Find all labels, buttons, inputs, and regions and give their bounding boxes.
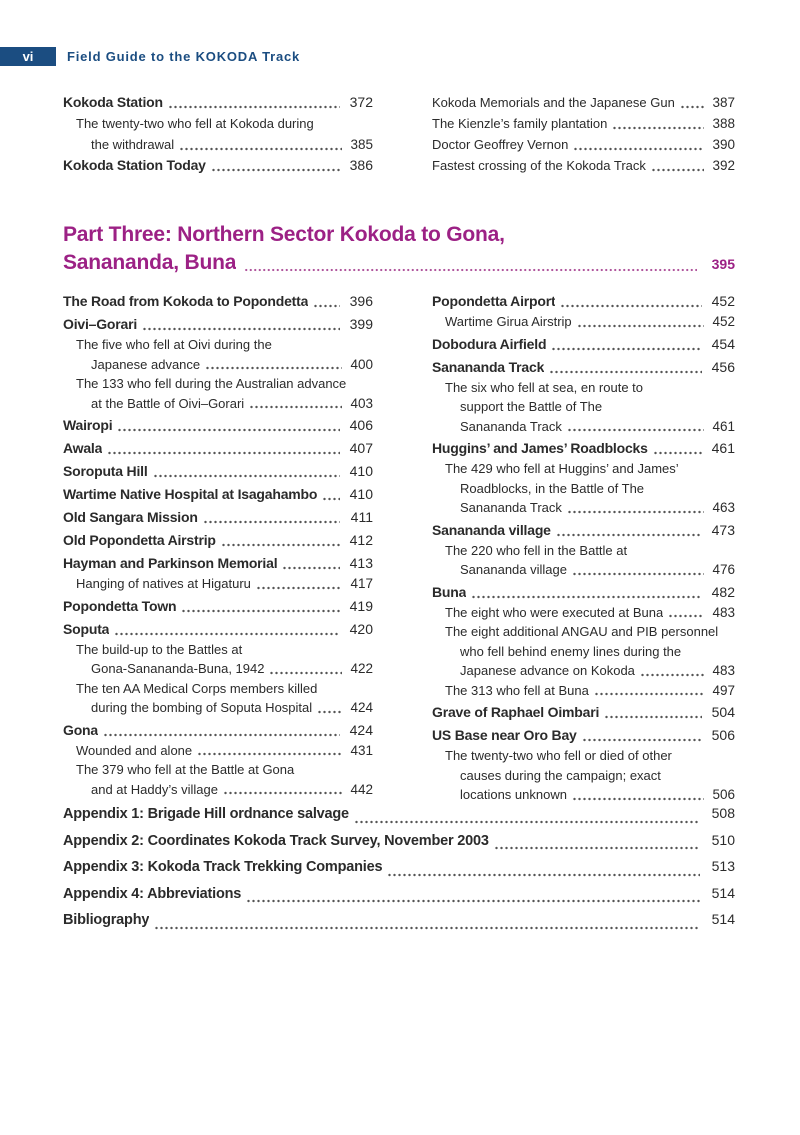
- toc-entry: [63, 801, 735, 828]
- toc-entry-label: Grave of Raphael Oimbari: [432, 704, 600, 720]
- toc-entry: [432, 622, 735, 681]
- toc-entry-label: Wartime Native Hospital at Isagahambo: [63, 486, 318, 502]
- toc-entry-label: and at Haddy’s village: [91, 781, 218, 797]
- toc-entry-label: Sanananda Track: [432, 358, 545, 375]
- toc-entry-label: Oivi–Gorari: [63, 316, 138, 332]
- toc-entry-label: Sanananda village: [432, 521, 551, 538]
- toc-entry-label: Appendix 2: Coordinates Kokoda Track Survey, November 2003: [63, 832, 489, 849]
- toc-entry: [432, 681, 735, 701]
- toc-entry-label: the withdrawal: [91, 137, 175, 152]
- toc-line: [432, 766, 735, 786]
- dot-leader: [244, 268, 697, 272]
- toc-entry: [432, 378, 735, 437]
- dot-leader: [551, 347, 702, 351]
- toc-entry-label: Wartime Girua Airstrip: [445, 314, 572, 329]
- toc-line: [63, 438, 373, 459]
- page-number: 412: [349, 532, 373, 548]
- toc-entry: [432, 92, 735, 113]
- page-number: 411: [350, 509, 373, 525]
- dot-leader: [256, 586, 342, 590]
- intro-column-left: [63, 92, 373, 176]
- dot-leader: [221, 543, 340, 547]
- dot-leader: [594, 692, 704, 696]
- toc-line: [63, 461, 373, 482]
- dot-leader: [249, 405, 342, 409]
- toc-line: [432, 459, 735, 479]
- toc-entry: [63, 314, 373, 335]
- toc-line: [63, 553, 373, 574]
- toc-entry-label: The five who fell at Oivi during the: [76, 337, 272, 352]
- toc-line: [432, 725, 735, 746]
- dot-leader: [142, 327, 340, 331]
- toc-line: [63, 780, 373, 800]
- toc-line: [63, 291, 373, 312]
- toc-line: [432, 661, 735, 681]
- toc-entry-label: Kokoda Station Today: [63, 157, 206, 173]
- toc-entry-label: The 429 who fell at Huggins’ and James’: [445, 461, 679, 476]
- toc-entry-label: Buna: [432, 583, 467, 600]
- toc-entry-label: Huggins’ and James’ Roadblocks: [432, 440, 648, 456]
- toc-entry: [63, 291, 373, 312]
- toc-entry-label: Bibliography: [63, 912, 150, 928]
- page-number: 483: [712, 663, 735, 678]
- toc-entry-label: The 133 who fell during the Australian advance: [76, 376, 347, 391]
- toc-line: [63, 415, 373, 436]
- toc-entry-label: Popondetta Town: [63, 597, 177, 614]
- toc-line: [63, 741, 373, 761]
- toc-line: [432, 498, 735, 518]
- toc-entry: [63, 640, 373, 679]
- toc-line: [63, 907, 735, 934]
- toc-line: [63, 374, 373, 394]
- toc-entry-label: Appendix 3: Kokoda Track Trekking Companies: [63, 859, 383, 875]
- page-number: 504: [711, 704, 735, 720]
- toc-entry-label: The Kienzle’s family plantation: [432, 116, 608, 131]
- toc-entry-label: The eight who were executed at Buna: [445, 604, 664, 620]
- page-number: 456: [711, 358, 735, 375]
- toc-line: [63, 314, 373, 335]
- toc-line: [63, 881, 735, 908]
- toc-entry: [63, 720, 373, 741]
- dot-leader: [168, 105, 340, 109]
- page-number: 483: [712, 604, 735, 620]
- page-number: 508: [711, 805, 735, 821]
- dot-leader: [567, 510, 704, 514]
- toc-entry-label: The eight additional ANGAU and PIB personnel: [445, 624, 719, 639]
- toc-line: [432, 357, 735, 378]
- toc-entry: [63, 461, 373, 482]
- toc-entry: [432, 312, 735, 332]
- toc-entry-label: Appendix 1: Brigade Hill ordnance salvage: [63, 806, 349, 822]
- page-number: 396: [349, 293, 373, 309]
- main-column-right: [432, 289, 735, 805]
- toc-line: [432, 642, 735, 662]
- dot-leader: [556, 533, 702, 537]
- toc-entry: [432, 134, 735, 155]
- toc-line: [63, 854, 735, 881]
- toc-entry-label: The 220 who fell in the Battle at: [445, 542, 628, 558]
- toc-entry: [63, 335, 373, 374]
- toc-line: [63, 335, 373, 355]
- toc-entry-label: Soroputa Hill: [63, 463, 148, 479]
- dot-leader: [197, 752, 342, 756]
- toc-line: [432, 334, 735, 355]
- toc-entry: [63, 741, 373, 761]
- dot-leader: [205, 366, 342, 370]
- page-number: 385: [350, 137, 373, 152]
- dot-leader: [211, 168, 340, 172]
- toc-entry: [63, 113, 373, 155]
- toc-entry-label: Old Sangara Mission: [63, 509, 198, 525]
- toc-line: [432, 541, 735, 561]
- toc-line: [432, 622, 735, 642]
- toc-line: [432, 520, 735, 541]
- toc-entry-label: who fell behind enemy lines during the: [460, 643, 682, 659]
- page-number: 390: [712, 137, 735, 152]
- toc-line: [432, 479, 735, 499]
- toc-entry: [432, 155, 735, 176]
- dot-leader: [317, 710, 342, 714]
- page-number: 387: [712, 95, 735, 110]
- page-number: 406: [349, 417, 373, 433]
- page-number: 399: [349, 316, 373, 332]
- page-number: 476: [712, 562, 735, 577]
- toc-line: [63, 134, 373, 155]
- toc-entry-label: Old Popondetta Airstrip: [63, 532, 216, 548]
- toc-line: [63, 574, 373, 594]
- dot-leader: [651, 168, 704, 172]
- toc-entry-label: Fastest crossing of the Kokoda Track: [432, 158, 646, 173]
- toc-entry: [432, 357, 735, 378]
- toc-entry: [63, 553, 373, 574]
- dot-leader: [640, 673, 704, 677]
- toc-entry-label: during the bombing of Soputa Hospital: [91, 700, 313, 715]
- part-heading-label: Sanananda, Buna: [63, 251, 237, 274]
- toc-entry-label: Wairopi: [63, 417, 113, 433]
- toc-entry-label: Awala: [63, 440, 103, 456]
- toc-entry: [63, 530, 373, 551]
- toc-entry: [63, 415, 373, 436]
- toc-line: [63, 720, 373, 741]
- toc-entry-label: support the Battle of The: [460, 399, 603, 414]
- toc-entry-label: at the Battle of Oivi–Gorari: [91, 395, 245, 411]
- toc-entry-label: Popondetta Airport: [432, 293, 556, 309]
- toc-line: [63, 640, 373, 660]
- toc-line: [432, 438, 735, 459]
- dot-leader: [107, 451, 340, 455]
- page-number: 442: [350, 781, 373, 797]
- page-number: 424: [349, 721, 373, 738]
- toc-entry: [432, 541, 735, 580]
- intro-column-right: [432, 92, 735, 176]
- toc-entry-label: Soputa: [63, 620, 110, 637]
- dot-leader: [179, 147, 342, 151]
- page-number: 510: [711, 831, 735, 848]
- toc-entry: [63, 155, 373, 176]
- dot-leader: [322, 497, 340, 501]
- toc-line: [63, 530, 373, 551]
- intro-toc-section: [63, 92, 735, 176]
- toc-entry-label: Hayman and Parkinson Memorial: [63, 555, 278, 571]
- dot-leader: [313, 304, 340, 308]
- toc-line: [432, 560, 735, 580]
- toc-entry-label: Gona-Sanananda-Buna, 1942: [91, 661, 265, 676]
- page-number: 461: [711, 440, 735, 456]
- dot-leader: [567, 428, 704, 432]
- toc-line: [63, 619, 373, 640]
- toc-line: [63, 155, 373, 176]
- toc-entry-label: Japanese advance on Kokoda: [460, 663, 635, 678]
- dot-leader: [549, 370, 702, 374]
- dot-leader: [680, 105, 704, 109]
- main-column-left: [63, 289, 373, 805]
- dot-leader: [494, 846, 700, 850]
- toc-entry-label: The twenty-two who fell at Kokoda during: [76, 116, 314, 131]
- toc-line: [432, 397, 735, 417]
- dot-leader: [203, 520, 340, 524]
- dot-leader: [572, 572, 704, 576]
- toc-line: [63, 801, 735, 828]
- toc-entry: [63, 92, 373, 113]
- page-number: 506: [711, 727, 735, 743]
- page-number-badge: [0, 47, 56, 66]
- toc-entry: [432, 113, 735, 134]
- toc-entry: [432, 291, 735, 312]
- page-number: 407: [349, 440, 373, 456]
- toc-entry: [432, 520, 735, 541]
- dot-leader: [573, 147, 704, 151]
- dot-leader: [181, 609, 340, 613]
- dot-leader: [246, 899, 700, 903]
- toc-line: [63, 507, 373, 528]
- dot-leader: [223, 791, 342, 795]
- page-number-label: vi: [22, 49, 34, 64]
- toc-entry-label: The twenty-two who fell or died of other: [445, 748, 672, 763]
- toc-entry-label: The 379 who fell at the Battle at Gona: [76, 762, 295, 777]
- toc-entry: [432, 725, 735, 746]
- toc-line: [432, 134, 735, 155]
- dot-leader: [560, 304, 702, 308]
- toc-entry: [432, 603, 735, 623]
- toc-entry-label: Doctor Geoffrey Vernon: [432, 137, 569, 152]
- page-number: 386: [349, 157, 373, 173]
- toc-entry-label: Sanananda Track: [460, 500, 562, 515]
- dot-leader: [668, 614, 704, 618]
- page-number: 419: [349, 597, 373, 614]
- toc-entry-label: Sanananda Track: [460, 418, 562, 434]
- toc-line: [432, 291, 735, 312]
- toc-line: [63, 394, 373, 414]
- toc-entry-label: causes during the campaign; exact: [460, 767, 661, 783]
- dot-leader: [612, 126, 704, 130]
- page-number: 413: [349, 555, 373, 571]
- page-number: 513: [711, 858, 735, 874]
- toc-entry-label: The 313 who fell at Buna: [445, 682, 589, 698]
- toc-line: [63, 760, 373, 780]
- toc-entry-label: The ten AA Medical Corps members killed: [76, 680, 318, 696]
- page-number: 514: [711, 884, 735, 901]
- page-number: 514: [711, 911, 735, 927]
- toc-entry: [63, 907, 735, 934]
- page-number: 420: [349, 620, 373, 637]
- page-number: 417: [350, 576, 373, 591]
- page-number: 410: [349, 463, 373, 479]
- toc-entry: [63, 438, 373, 459]
- main-toc-section: [63, 289, 735, 805]
- dot-leader: [572, 797, 704, 801]
- page-number: 392: [712, 158, 735, 173]
- page-number: 372: [349, 94, 373, 110]
- page-number: 473: [711, 521, 735, 538]
- dot-leader: [354, 820, 700, 824]
- toc-line: [432, 155, 735, 176]
- toc-line: [432, 378, 735, 398]
- toc-entry-label: locations unknown: [460, 787, 567, 802]
- dot-leader: [471, 595, 702, 599]
- toc-entry: [63, 854, 735, 881]
- toc-entry: [432, 746, 735, 805]
- toc-entry-label: Roadblocks, in the Battle of The: [460, 480, 645, 496]
- page-number: 452: [712, 314, 735, 329]
- dot-leader: [282, 566, 340, 570]
- page-number: 482: [711, 583, 735, 600]
- toc-entry-label: The six who fell at sea, en route to: [445, 379, 643, 395]
- dot-leader: [103, 733, 340, 737]
- dot-leader: [604, 715, 702, 719]
- toc-entry-label: Gona: [63, 721, 98, 738]
- toc-entry: [432, 582, 735, 603]
- page-number: 454: [711, 335, 735, 352]
- dot-leader: [653, 451, 702, 455]
- toc-entry-label: Hanging of natives at Higaturu: [76, 576, 251, 591]
- toc-entry: [63, 484, 373, 505]
- toc-line: [432, 92, 735, 113]
- toc-line: [63, 596, 373, 617]
- toc-entry-label: US Base near Oro Bay: [432, 727, 577, 743]
- toc-entry: [63, 374, 373, 413]
- toc-line: [432, 603, 735, 623]
- page-number: 422: [350, 661, 373, 676]
- page-header: [0, 47, 300, 66]
- page-number: 463: [712, 500, 735, 515]
- page-number: 424: [350, 700, 373, 715]
- toc-entry: [63, 828, 735, 855]
- toc-entry: [63, 619, 373, 640]
- toc-line: [63, 828, 735, 855]
- toc-line: [432, 702, 735, 723]
- dot-leader: [582, 738, 702, 742]
- page-number: 431: [350, 742, 373, 758]
- toc-entry-label: Appendix 4: Abbreviations: [63, 885, 242, 902]
- toc-entry: [63, 574, 373, 594]
- page-number: 410: [349, 486, 373, 502]
- page-number: 461: [712, 418, 735, 434]
- dot-leader: [153, 474, 340, 478]
- toc-entry-label: Wounded and alone: [76, 742, 193, 758]
- toc-entry: [63, 760, 373, 799]
- toc-entry: [432, 334, 735, 355]
- part-heading-line-1: Part Three: Northern Sector Kokoda to Gona,: [63, 223, 505, 246]
- page-number: 388: [712, 116, 735, 131]
- page-number: 497: [712, 682, 735, 698]
- toc-entry-label: Japanese advance: [91, 356, 201, 372]
- page-number: 400: [350, 356, 373, 372]
- toc-entry: [432, 702, 735, 723]
- toc-entry-label: Dobodura Airfield: [432, 335, 547, 352]
- toc-line: [432, 746, 735, 766]
- toc-entry-label: Kokoda Memorials and the Japanese Gun: [432, 95, 675, 110]
- toc-line: [63, 355, 373, 375]
- toc-entry-label: The Road from Kokoda to Popondetta: [63, 293, 309, 309]
- toc-entry: [63, 881, 735, 908]
- running-header-title: Field Guide to the KOKODA Track: [67, 49, 301, 64]
- part-heading: [63, 221, 735, 278]
- dot-leader: [387, 873, 700, 877]
- toc-line: [63, 92, 373, 113]
- part-page-number: 395: [711, 256, 735, 272]
- page-number: 506: [712, 787, 735, 802]
- toc-line: [63, 484, 373, 505]
- toc-line: [63, 113, 373, 134]
- appendices-section: [63, 801, 735, 934]
- toc-entry-label: Kokoda Station: [63, 94, 163, 110]
- page-number: 452: [711, 293, 735, 309]
- toc-line: [432, 113, 735, 134]
- toc-line: [432, 312, 735, 332]
- dot-leader: [269, 671, 342, 675]
- dot-leader: [577, 324, 704, 328]
- toc-entry: [432, 438, 735, 459]
- dot-leader: [114, 632, 340, 636]
- toc-line: [432, 681, 735, 701]
- toc-line: [63, 679, 373, 699]
- toc-entry: [432, 459, 735, 518]
- dot-leader: [117, 428, 340, 432]
- toc-line: [432, 417, 735, 437]
- toc-entry: [63, 596, 373, 617]
- toc-entry: [63, 679, 373, 718]
- toc-entry: [63, 507, 373, 528]
- toc-line: [63, 659, 373, 679]
- toc-line: [63, 698, 373, 718]
- toc-entry-label: The build-up to the Battles at: [76, 641, 243, 657]
- toc-entry-label: Sanananda village: [460, 562, 567, 577]
- part-heading-line-2: [63, 249, 735, 278]
- dot-leader: [154, 926, 700, 930]
- page-number: 403: [350, 395, 373, 411]
- toc-line: [432, 582, 735, 603]
